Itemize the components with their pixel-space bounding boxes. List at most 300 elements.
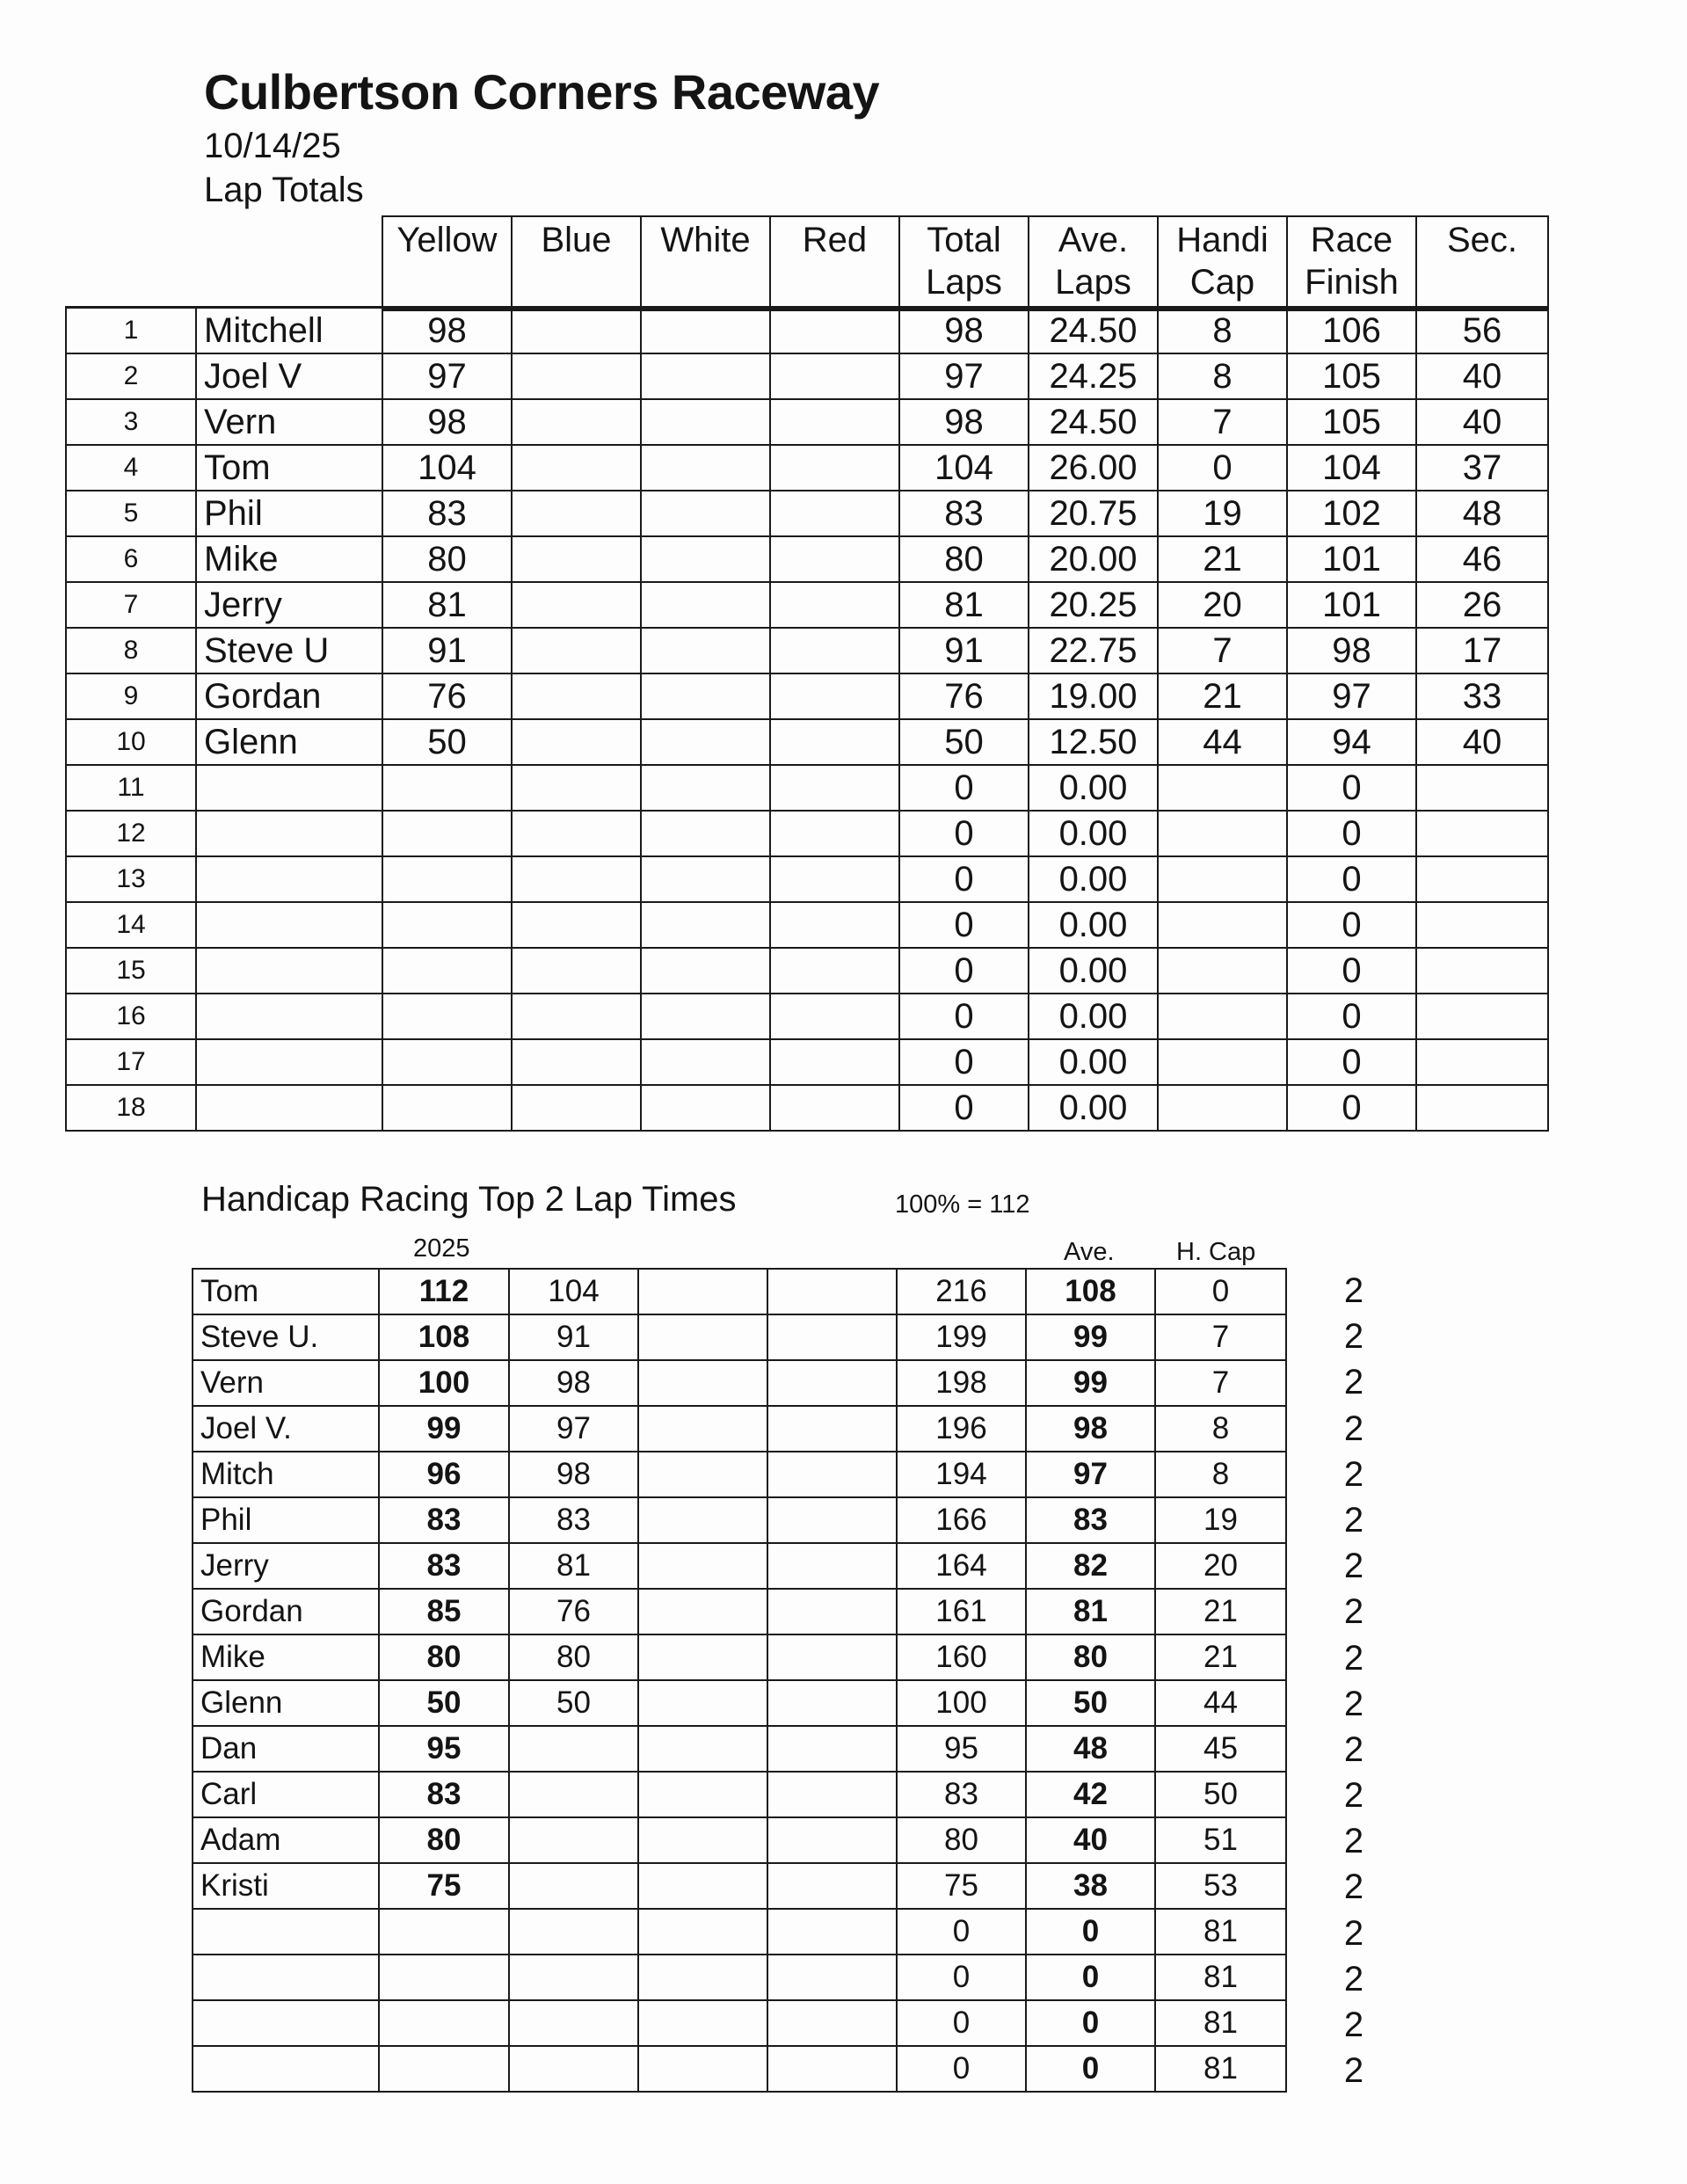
row-number: 11: [66, 765, 196, 811]
column-header: White: [641, 216, 770, 309]
driver-name: Glenn: [193, 1680, 379, 1726]
table-row: [193, 1314, 1286, 1360]
table-cell: 48: [1416, 491, 1548, 536]
table-cell: 0: [1026, 2000, 1155, 2046]
table-cell: [512, 902, 641, 948]
table-cell: 0.00: [1029, 902, 1158, 948]
table-cell: [641, 445, 770, 491]
table-cell: 19: [1155, 1497, 1286, 1543]
table-cell: 21: [1158, 536, 1287, 582]
table-cell: [512, 719, 641, 765]
table-cell: 40: [1416, 353, 1548, 399]
driver-name: Jerry: [196, 582, 382, 628]
table-cell: [638, 1452, 767, 1497]
table-cell: 0: [897, 1909, 1026, 1955]
table-cell: 81: [1155, 2046, 1286, 2092]
table-cell: [638, 1726, 767, 1772]
table-cell: 101: [1287, 582, 1416, 628]
table-cell: 83: [1026, 1497, 1155, 1543]
table-cell: 98: [382, 399, 512, 445]
table-cell: [638, 1909, 767, 1955]
race-count: 2: [1343, 1729, 1364, 1769]
table-cell: [770, 1085, 899, 1131]
table-cell: 0: [897, 2046, 1026, 2092]
table-cell: 108: [1026, 1269, 1155, 1314]
table-cell: 46: [1416, 536, 1548, 582]
table-cell: [770, 399, 899, 445]
table-cell: [379, 2000, 509, 2046]
table-cell: 199: [897, 1314, 1026, 1360]
table-cell: [1416, 1085, 1548, 1131]
table-row: [193, 1634, 1286, 1680]
table-cell: 50: [899, 719, 1029, 765]
table-cell: [641, 856, 770, 902]
driver-name: Joel V.: [193, 1406, 379, 1452]
table-cell: [638, 1406, 767, 1452]
table-cell: [379, 2046, 509, 2092]
table-cell: 81: [1155, 2000, 1286, 2046]
table-cell: [382, 765, 512, 811]
table-cell: 42: [1026, 1772, 1155, 1817]
table-cell: 24.50: [1029, 308, 1158, 354]
table-cell: 21: [1155, 1634, 1286, 1680]
table-cell: 0: [1026, 1955, 1155, 2000]
driver-name: Joel V: [196, 353, 382, 399]
race-count: 2: [1343, 2006, 1364, 2044]
table-row: [193, 1406, 1286, 1452]
table-cell: 81: [509, 1543, 638, 1589]
column-header: Ave. Laps: [1029, 216, 1158, 309]
table-cell: 0.00: [1029, 856, 1158, 902]
table-cell: [1416, 811, 1548, 856]
table-row: [193, 1909, 1286, 1955]
race-count: 2: [1343, 1822, 1364, 1861]
table-cell: [1158, 1085, 1287, 1131]
table-cell: 196: [897, 1406, 1026, 1452]
table-cell: 50: [382, 719, 512, 765]
table-cell: 0.00: [1029, 765, 1158, 811]
table-cell: 37: [1416, 445, 1548, 491]
race-count: 2: [1343, 1317, 1364, 1357]
table-cell: 0: [1287, 1085, 1416, 1131]
driver-name: Carl: [193, 1772, 379, 1817]
table-cell: [641, 628, 770, 673]
table-cell: [770, 902, 899, 948]
table-cell: 97: [509, 1406, 638, 1452]
column-header: Red: [770, 216, 899, 309]
table-cell: [1158, 811, 1287, 856]
table-cell: 50: [379, 1680, 509, 1726]
table-cell: [1158, 856, 1287, 902]
row-number: 6: [66, 536, 196, 582]
table-cell: [767, 1863, 897, 1909]
row-number: 8: [66, 628, 196, 673]
table-cell: [767, 1955, 897, 2000]
table-cell: [767, 1772, 897, 1817]
table-cell: [509, 2000, 638, 2046]
table-row: [193, 1452, 1286, 1497]
table-cell: 85: [379, 1589, 509, 1634]
row-number: 13: [66, 856, 196, 902]
race-count: 2: [1343, 1547, 1364, 1586]
table-cell: [638, 1589, 767, 1634]
row-number: 17: [66, 1039, 196, 1085]
table-cell: 38: [1026, 1863, 1155, 1909]
table-cell: 0.00: [1029, 1039, 1158, 1085]
table-cell: [641, 765, 770, 811]
table-cell: [767, 1269, 897, 1314]
table-cell: 0: [1158, 445, 1287, 491]
driver-name: Phil: [193, 1497, 379, 1543]
table-cell: 98: [899, 399, 1029, 445]
row-number: 9: [66, 673, 196, 719]
table-cell: 0: [1287, 1039, 1416, 1085]
table-cell: 97: [1287, 673, 1416, 719]
table-cell: 8: [1155, 1406, 1286, 1452]
table-cell: 83: [379, 1772, 509, 1817]
table-cell: [641, 948, 770, 994]
table-cell: 20: [1155, 1543, 1286, 1589]
race-count-column: [1336, 1268, 1371, 2093]
percent-note: 100% = 112: [895, 1190, 1030, 1219]
race-count: 2: [1343, 1684, 1364, 1723]
table-row: [193, 1772, 1286, 1817]
column-header: Race Finish: [1287, 216, 1416, 309]
table-cell: [382, 948, 512, 994]
section-title-lap-totals: Lap Totals: [204, 171, 364, 209]
table-cell: 108: [379, 1314, 509, 1360]
column-header: Total Laps: [899, 216, 1029, 309]
table-cell: 48: [1026, 1726, 1155, 1772]
table-cell: [382, 994, 512, 1039]
row-number: 18: [66, 1085, 196, 1131]
table-row: [66, 491, 1548, 536]
table-row: [193, 1360, 1286, 1406]
table-cell: [638, 1360, 767, 1406]
table-cell: 26: [1416, 582, 1548, 628]
table-cell: 50: [509, 1680, 638, 1726]
table-cell: 80: [509, 1634, 638, 1680]
table-cell: 81: [382, 582, 512, 628]
table-row: [66, 673, 1548, 719]
table-cell: 7: [1158, 628, 1287, 673]
table-cell: [382, 902, 512, 948]
table-cell: 105: [1287, 353, 1416, 399]
table-cell: 0: [899, 948, 1029, 994]
table-cell: [770, 353, 899, 399]
driver-name: [196, 856, 382, 902]
table-cell: [767, 1726, 897, 1772]
table-cell: [767, 1817, 897, 1863]
table-cell: [509, 1863, 638, 1909]
table-row: [66, 1039, 1548, 1085]
driver-name: Kristi: [193, 1863, 379, 1909]
table-cell: 8: [1158, 308, 1287, 354]
table-cell: 100: [379, 1360, 509, 1406]
table-cell: [770, 994, 899, 1039]
table-row: [193, 2000, 1286, 2046]
table-cell: 98: [1287, 628, 1416, 673]
table-cell: 97: [1026, 1452, 1155, 1497]
table-cell: 7: [1155, 1360, 1286, 1406]
table-cell: 95: [897, 1726, 1026, 1772]
column-header: Yellow: [382, 216, 512, 309]
table-cell: 216: [897, 1269, 1026, 1314]
row-number: 12: [66, 811, 196, 856]
race-count: 2: [1343, 1638, 1364, 1678]
table-cell: [770, 811, 899, 856]
table-cell: 83: [379, 1497, 509, 1543]
table-cell: [512, 353, 641, 399]
table-cell: 104: [1287, 445, 1416, 491]
table-cell: [641, 1039, 770, 1085]
table-cell: [512, 491, 641, 536]
table-cell: 91: [899, 628, 1029, 673]
table-cell: 99: [379, 1406, 509, 1452]
table-cell: 0: [899, 856, 1029, 902]
table-cell: 97: [899, 353, 1029, 399]
table-cell: [1158, 765, 1287, 811]
table-cell: [512, 765, 641, 811]
table-cell: [512, 856, 641, 902]
table-row: [193, 1817, 1286, 1863]
race-count: 2: [1343, 2051, 1364, 2091]
table-cell: 95: [379, 1726, 509, 1772]
driver-name: [196, 948, 382, 994]
table-cell: 21: [1155, 1589, 1286, 1634]
row-number: 14: [66, 902, 196, 948]
table-cell: 81: [1026, 1589, 1155, 1634]
driver-name: Mike: [196, 536, 382, 582]
table-cell: 104: [382, 445, 512, 491]
table-cell: [379, 1909, 509, 1955]
handicap-label: H. Cap: [1176, 1238, 1256, 1266]
table-cell: [641, 536, 770, 582]
page-title: Culbertson Corners Raceway: [204, 64, 880, 120]
table-cell: 160: [897, 1634, 1026, 1680]
table-cell: 82: [1026, 1543, 1155, 1589]
table-row: [193, 1680, 1286, 1726]
table-cell: [512, 399, 641, 445]
table-cell: [641, 811, 770, 856]
lap-totals-header: [382, 215, 1549, 311]
table-cell: [641, 582, 770, 628]
table-row: [66, 1085, 1548, 1131]
race-date: 10/14/25: [204, 127, 341, 165]
table-cell: [767, 1634, 897, 1680]
driver-name: Vern: [193, 1360, 379, 1406]
table-row: [66, 902, 1548, 948]
driver-name: [193, 2000, 379, 2046]
race-count: 2: [1343, 1776, 1364, 1816]
table-cell: 105: [1287, 399, 1416, 445]
table-cell: 94: [1287, 719, 1416, 765]
table-cell: [641, 308, 770, 354]
table-cell: [641, 719, 770, 765]
table-cell: 100: [897, 1680, 1026, 1726]
table-cell: 104: [899, 445, 1029, 491]
table-cell: 53: [1155, 1863, 1286, 1909]
race-count: 2: [1343, 1913, 1364, 1953]
table-cell: 40: [1026, 1817, 1155, 1863]
table-cell: 99: [1026, 1314, 1155, 1360]
driver-name: Steve U: [196, 628, 382, 673]
table-cell: 83: [382, 491, 512, 536]
row-number: 5: [66, 491, 196, 536]
table-cell: [509, 1909, 638, 1955]
table-row: [193, 1589, 1286, 1634]
table-cell: [638, 2000, 767, 2046]
table-cell: [767, 1452, 897, 1497]
column-header: Sec.: [1416, 216, 1548, 309]
driver-name: [196, 902, 382, 948]
table-cell: [638, 1817, 767, 1863]
driver-name: Glenn: [196, 719, 382, 765]
row-number: 7: [66, 582, 196, 628]
table-cell: [1158, 1039, 1287, 1085]
table-cell: 0: [1287, 811, 1416, 856]
table-cell: 0.00: [1029, 948, 1158, 994]
table-cell: 0: [899, 811, 1029, 856]
table-cell: 26.00: [1029, 445, 1158, 491]
table-cell: 80: [899, 536, 1029, 582]
table-row: [66, 399, 1548, 445]
table-cell: [382, 811, 512, 856]
table-cell: 0: [1287, 994, 1416, 1039]
table-row: [193, 2046, 1286, 2092]
driver-name: Tom: [193, 1269, 379, 1314]
table-cell: 83: [509, 1497, 638, 1543]
driver-name: [196, 765, 382, 811]
table-row: [193, 1543, 1286, 1589]
row-number: 1: [66, 308, 196, 354]
table-cell: 166: [897, 1497, 1026, 1543]
table-cell: [638, 1497, 767, 1543]
table-cell: 98: [509, 1452, 638, 1497]
table-cell: 33: [1416, 673, 1548, 719]
table-cell: [509, 1955, 638, 2000]
race-count: 2: [1343, 1271, 1364, 1310]
table-cell: [379, 1955, 509, 2000]
table-cell: [770, 308, 899, 354]
race-count: 2: [1343, 1363, 1364, 1402]
table-cell: [512, 628, 641, 673]
table-cell: [770, 1039, 899, 1085]
table-cell: 0: [899, 994, 1029, 1039]
table-row: [66, 308, 1548, 354]
table-cell: [641, 994, 770, 1039]
table-cell: 0: [1287, 948, 1416, 994]
table-cell: 12.50: [1029, 719, 1158, 765]
table-cell: [641, 673, 770, 719]
race-count: 2: [1343, 1592, 1364, 1632]
table-cell: [1416, 948, 1548, 994]
table-cell: 83: [899, 491, 1029, 536]
table-cell: [770, 491, 899, 536]
table-row: [66, 719, 1548, 765]
table-cell: [770, 628, 899, 673]
table-cell: [641, 491, 770, 536]
table-cell: 97: [382, 353, 512, 399]
table-cell: 80: [382, 536, 512, 582]
table-cell: 50: [1026, 1680, 1155, 1726]
table-cell: [1416, 902, 1548, 948]
table-cell: 0: [1287, 765, 1416, 811]
table-cell: 80: [379, 1817, 509, 1863]
table-cell: 22.75: [1029, 628, 1158, 673]
table-cell: 0: [1287, 856, 1416, 902]
table-cell: 81: [1155, 1909, 1286, 1955]
table-row: [66, 628, 1548, 673]
table-cell: 76: [382, 673, 512, 719]
driver-name: Mitchell: [196, 308, 382, 354]
table-cell: [770, 719, 899, 765]
table-cell: 20: [1158, 582, 1287, 628]
table-cell: [767, 2046, 897, 2092]
driver-name: Mike: [193, 1634, 379, 1680]
table-cell: 0: [1026, 2046, 1155, 2092]
driver-name: Adam: [193, 1817, 379, 1863]
driver-name: [193, 2046, 379, 2092]
driver-name: [193, 1909, 379, 1955]
table-cell: 104: [509, 1269, 638, 1314]
table-cell: 24.50: [1029, 399, 1158, 445]
table-cell: [512, 948, 641, 994]
race-count: 2: [1343, 1500, 1364, 1540]
table-cell: 80: [379, 1634, 509, 1680]
driver-name: Vern: [196, 399, 382, 445]
table-row: [66, 856, 1548, 902]
table-cell: [641, 1085, 770, 1131]
driver-name: Gordan: [193, 1589, 379, 1634]
table-cell: 20.75: [1029, 491, 1158, 536]
handicap-heading: Handicap Racing Top 2 Lap Times: [201, 1180, 737, 1219]
table-cell: [509, 1772, 638, 1817]
table-cell: [638, 1772, 767, 1817]
table-cell: 44: [1158, 719, 1287, 765]
table-cell: 161: [897, 1589, 1026, 1634]
table-cell: [767, 1314, 897, 1360]
table-cell: 76: [899, 673, 1029, 719]
table-cell: [1416, 1039, 1548, 1085]
table-cell: [770, 536, 899, 582]
table-cell: [512, 1085, 641, 1131]
table-cell: 0.00: [1029, 994, 1158, 1039]
table-cell: 0: [899, 765, 1029, 811]
table-cell: 99: [1026, 1360, 1155, 1406]
table-cell: 17: [1416, 628, 1548, 673]
table-cell: 98: [899, 308, 1029, 354]
table-cell: 8: [1158, 353, 1287, 399]
table-cell: 24.25: [1029, 353, 1158, 399]
table-cell: 44: [1155, 1680, 1286, 1726]
table-cell: [638, 1680, 767, 1726]
table-row: [66, 445, 1548, 491]
table-cell: [767, 1543, 897, 1589]
table-cell: [512, 582, 641, 628]
table-cell: [770, 765, 899, 811]
table-cell: [767, 2000, 897, 2046]
table-cell: 80: [1026, 1634, 1155, 1680]
table-cell: 0: [899, 1085, 1029, 1131]
table-cell: 7: [1155, 1314, 1286, 1360]
table-cell: 0: [897, 1955, 1026, 2000]
table-cell: [382, 856, 512, 902]
table-cell: [382, 1085, 512, 1131]
table-cell: [512, 445, 641, 491]
table-cell: 0.00: [1029, 811, 1158, 856]
table-cell: 83: [897, 1772, 1026, 1817]
